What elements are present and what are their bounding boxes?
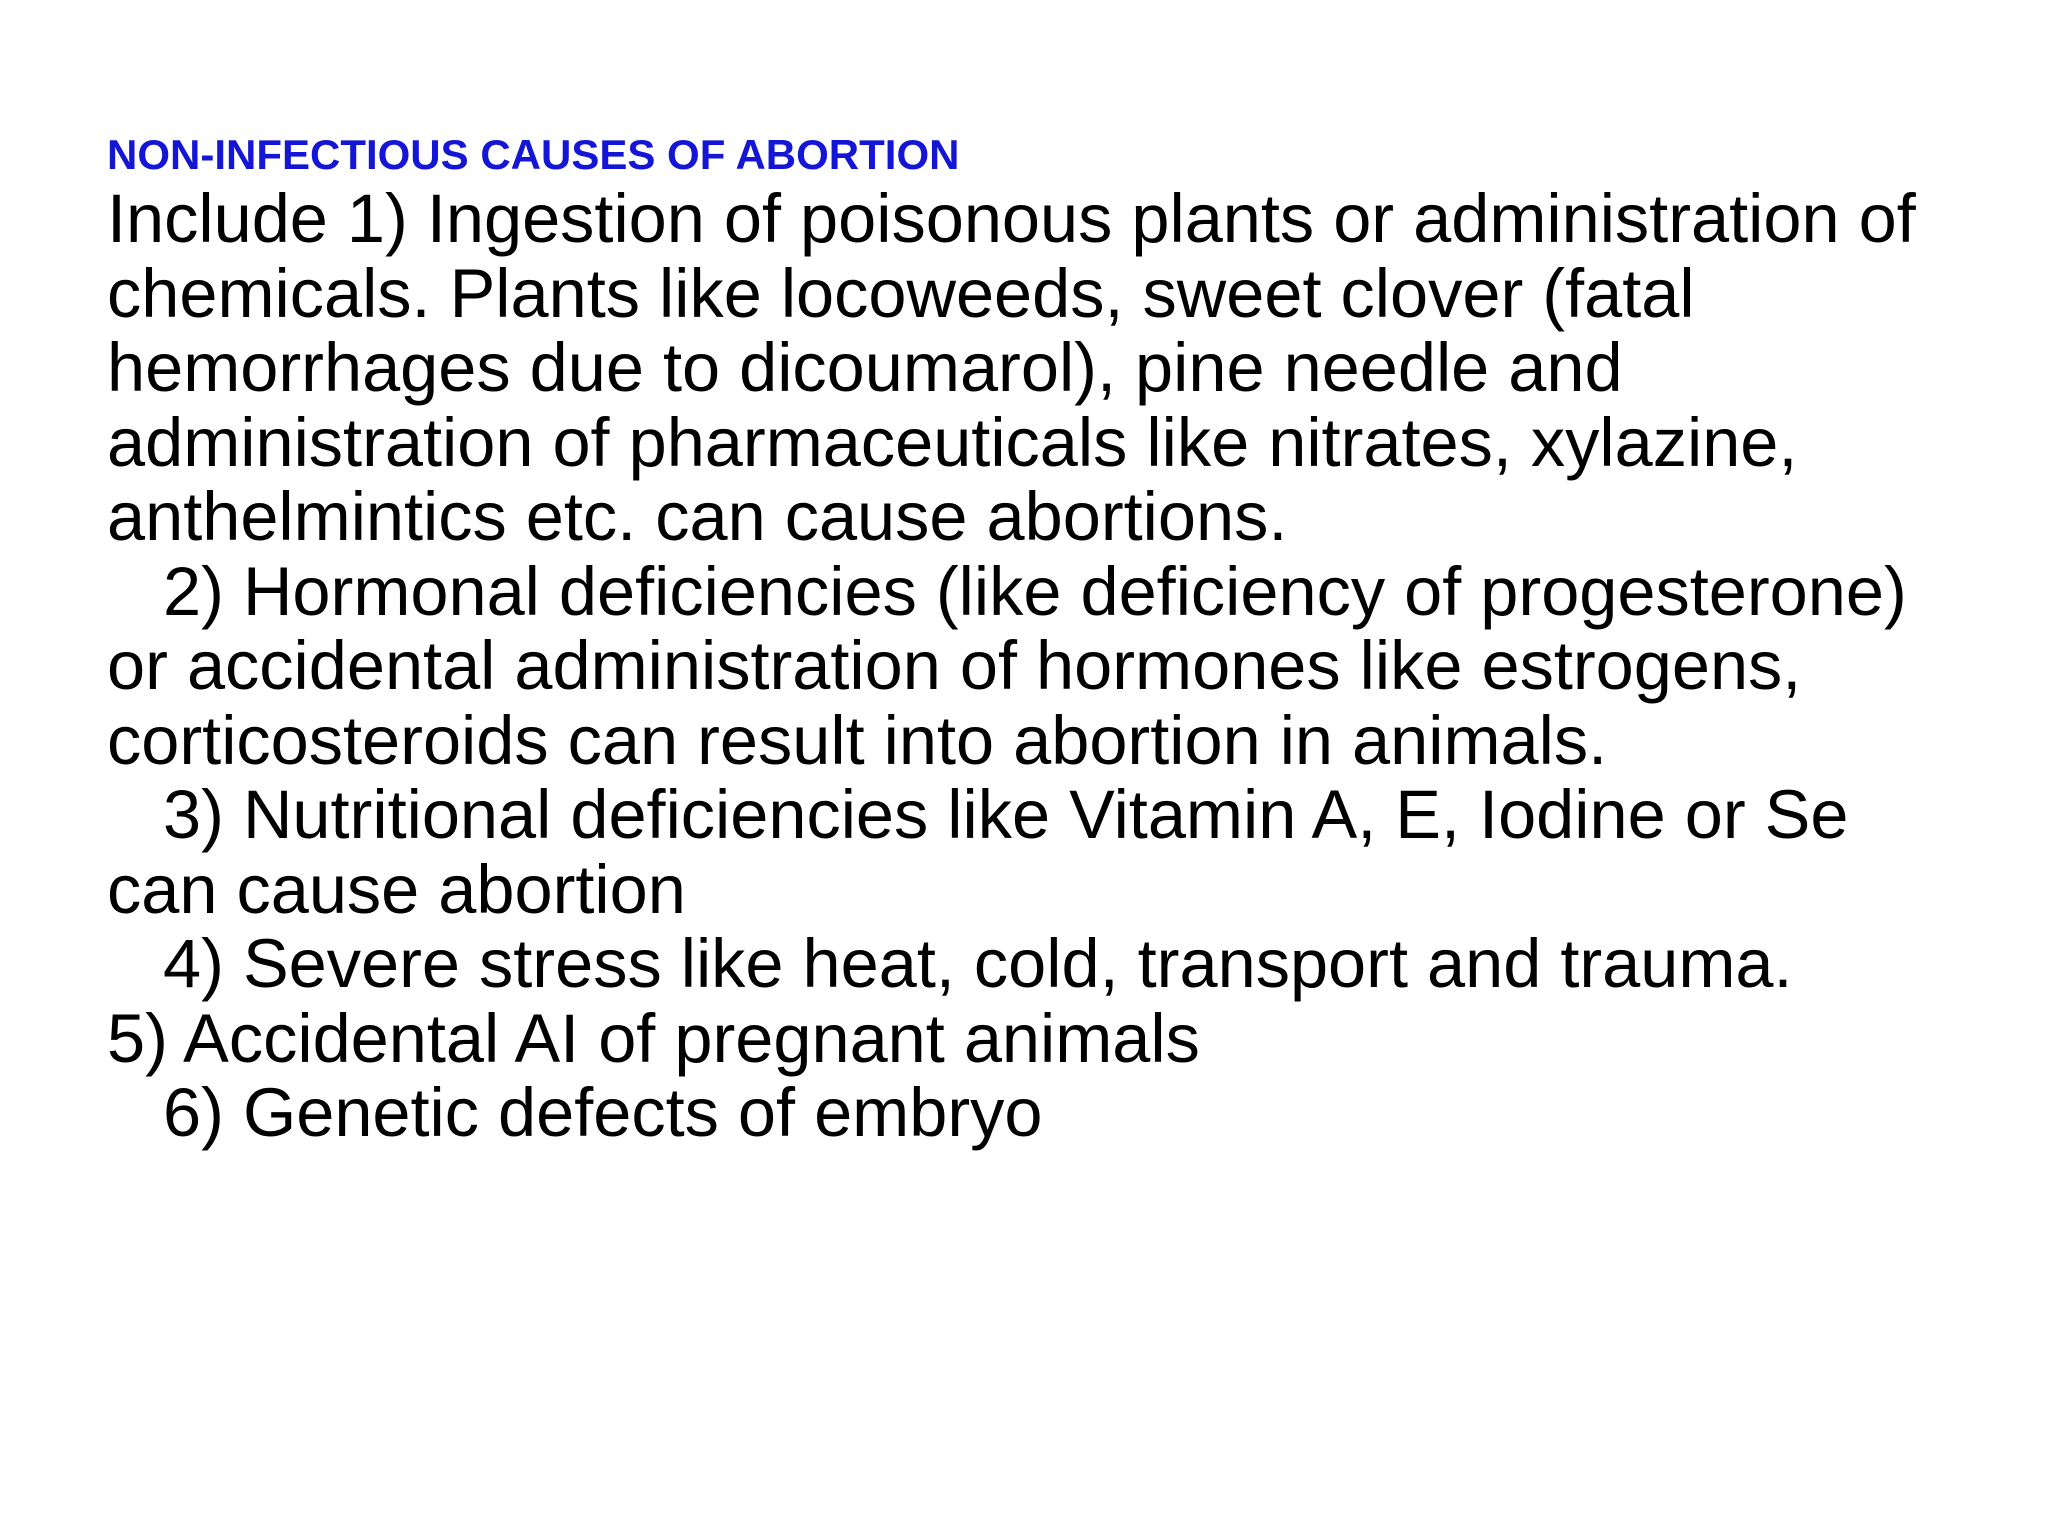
body-line: 6) Genetic defects of embryo (163, 1074, 1043, 1151)
body-line: administration of pharmaceuticals like nitrates, xylazine, (107, 403, 1798, 481)
body-line: 2) Hormonal deficiencies (like deficiency of progesterone) (163, 552, 1907, 630)
slide-title: NON-INFECTIOUS CAUSES OF ABORTION (107, 131, 960, 178)
body-line: 3) Nutritional deficiencies like Vitamin A, E, Iodine or Se (163, 776, 1849, 853)
body-line: Include 1) Ingestion of poisonous plants or administration of (107, 180, 1916, 257)
slide-content (107, 128, 2007, 1151)
body-line: chemicals. Plants like locoweeds, sweet clover (fatal (107, 254, 1695, 332)
body-line: corticosteroids can result into abortion in animals. (107, 701, 1608, 779)
slide-body (107, 182, 2007, 1151)
body-line: anthelmintics etc. can cause abortions. (107, 478, 1288, 555)
body-line: or accidental administration of hormones like estrogens, (107, 627, 1802, 704)
body-line: 4) Severe stress like heat, cold, transport and trauma. (163, 925, 1793, 1002)
body-line: can cause abortion (107, 850, 686, 928)
body-line: hemorrhages due to dicoumarol), pine needle and (107, 329, 1623, 406)
body-line: 5) Accidental AI of pregnant animals (107, 999, 1200, 1077)
